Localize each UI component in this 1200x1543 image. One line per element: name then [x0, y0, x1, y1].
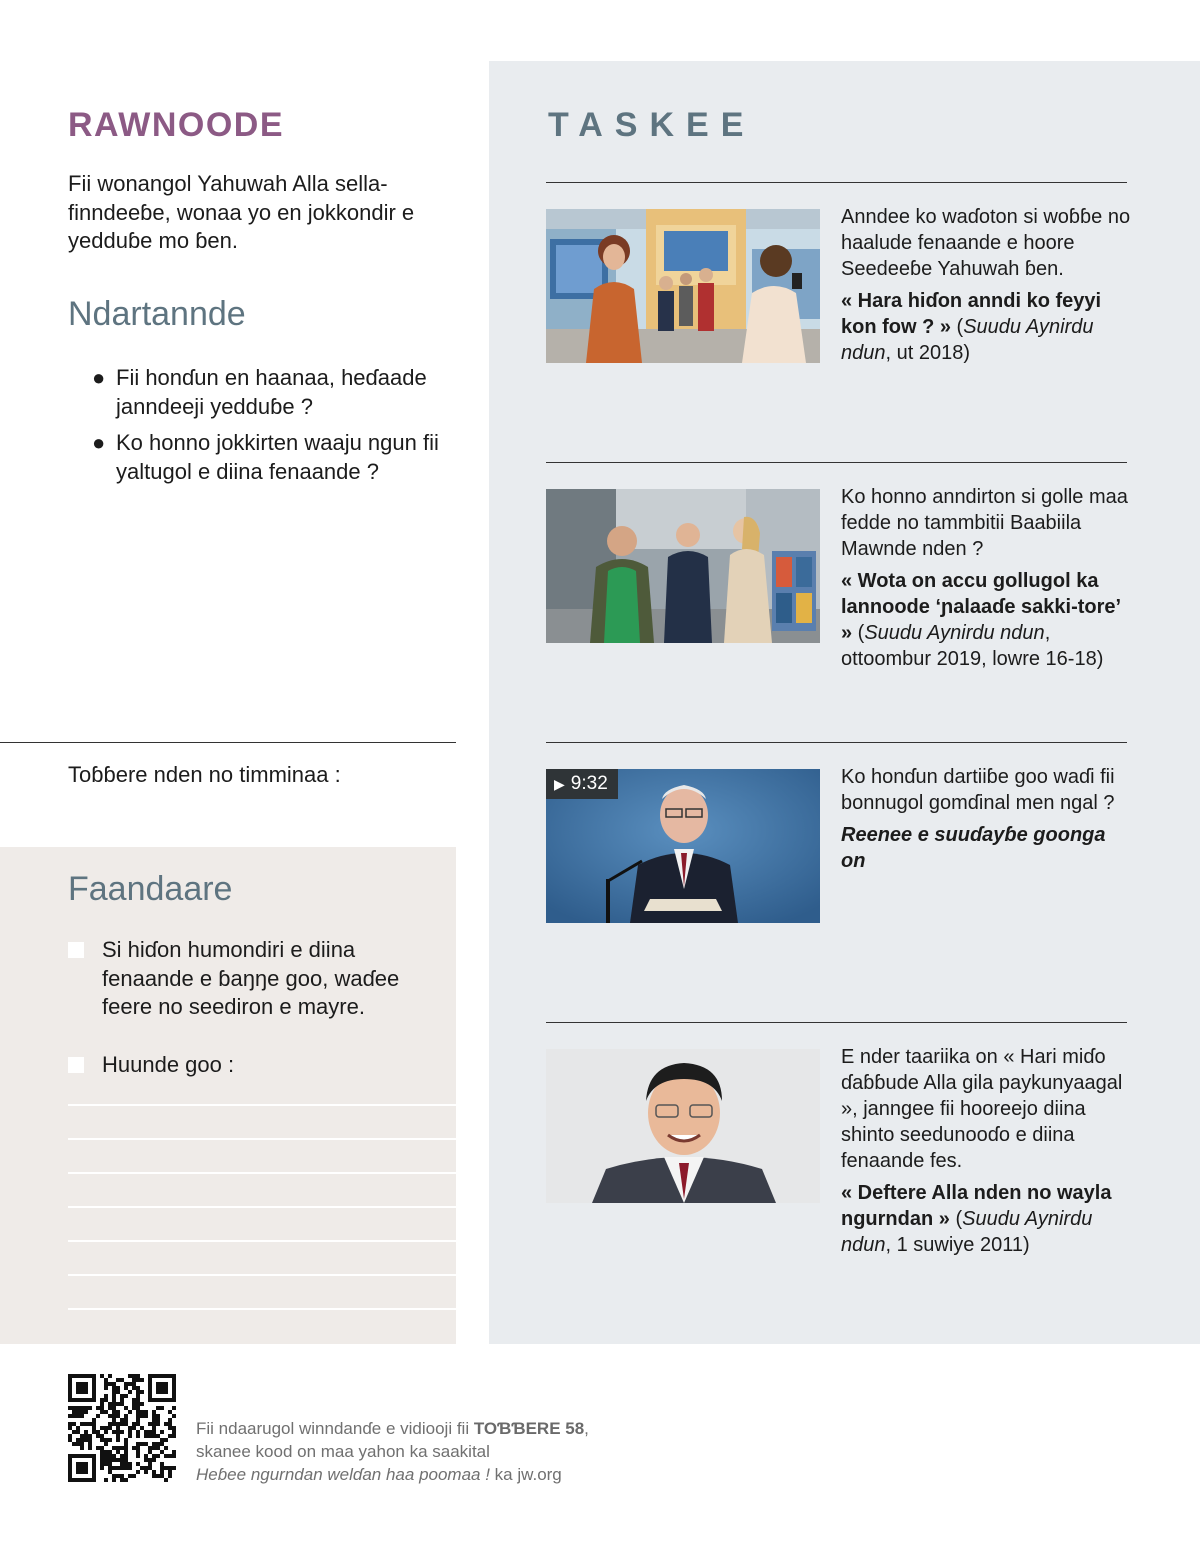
question-item	[92, 429, 452, 486]
article-title-link[interactable]: « Deftere Alla nden no wayla ngurndan »	[841, 1182, 1112, 1230]
write-line[interactable]	[68, 1240, 456, 1242]
divider	[546, 1022, 1127, 1023]
item-reference	[841, 822, 1131, 874]
portrait-smiling-man[interactable]	[546, 1049, 820, 1203]
item-reference	[841, 288, 1131, 366]
item-description: Ko honno anndirton si golle maa fedde no tammbitii Baabiila Mawnde nden ?	[841, 486, 1128, 560]
goal-checkbox[interactable]	[68, 1057, 84, 1073]
issue-date: , 1 suwiye 2011)	[885, 1234, 1030, 1256]
divider	[0, 742, 456, 743]
video-duration-badge	[546, 769, 618, 799]
write-line[interactable]	[68, 1274, 456, 1276]
video-speaker-at-podium[interactable]	[546, 769, 820, 923]
footer-line-3	[196, 1463, 589, 1486]
article-title-link[interactable]: « Hara hiɗon anndi ko feyyi kon fow ? »	[841, 290, 1102, 338]
intro-text: Fii wonangol Yahuwah Alla sella-finndeeɓe, wonaa yo en jokkondir e yedduɓe mo ɓen.	[68, 171, 415, 253]
divider	[546, 182, 1127, 183]
footer-site-link[interactable]: ka jw.org	[489, 1465, 562, 1484]
video-title-link[interactable]: Reenee e suuɗayɓe goonga on	[841, 824, 1106, 872]
goal-text: Si hiɗon humondiri e diina fenaande e ɓaŋŋe goo, waɗee feere no seediron e mayre.	[102, 937, 400, 1019]
write-line[interactable]	[68, 1172, 456, 1174]
ref-open: (	[852, 622, 865, 644]
write-line[interactable]	[68, 1138, 456, 1140]
question-text: Fii honɗun en haanaa, heɗaade janndeeji yedduɓe ?	[116, 365, 427, 419]
item-text	[841, 764, 1131, 874]
item-text	[841, 484, 1131, 672]
question-list	[92, 364, 452, 494]
rawnoode-heading: RAWNOODE	[68, 106, 284, 144]
item-text	[841, 1044, 1131, 1258]
item-description: E nder taariika on « Hari miɗo ɗaɓɓude Alla gila paykunyaagal », janngee fii hooreejo diina shinto seedunooɗo e diina fenaande fes.	[841, 1046, 1123, 1172]
bullet-icon: ●	[92, 365, 106, 390]
footer-line-1-text: Fii ndaarugol winndanɗe e vidiooji fii	[196, 1419, 474, 1438]
item-reference	[841, 568, 1131, 672]
divider	[546, 462, 1127, 463]
item-reference	[841, 1180, 1131, 1258]
goal-checkbox[interactable]	[68, 942, 84, 958]
play-icon: ▶	[554, 776, 565, 792]
publication-name: Suudu Aynirdu ndun	[841, 1208, 1093, 1256]
item-description: Ko honɗun dartiiɓe goo waɗi fii bonnugol gomɗinal men ngal ?	[841, 766, 1115, 814]
goal-item	[68, 1051, 428, 1080]
issue-date: , ut 2018)	[885, 342, 971, 364]
publication-name: Suudu Aynirdu ndun	[864, 622, 1045, 644]
item-text	[841, 204, 1131, 366]
photo-cart-witnessing[interactable]	[546, 489, 820, 643]
song-number: TOƁƁERE 58	[473, 1419, 585, 1438]
ndartannde-heading: Ndartannde	[68, 295, 246, 333]
songs-label: Toɓɓere nden no timminaa :	[68, 762, 341, 787]
issue-date: , ottoombur 2019, lowre 16-18)	[841, 622, 1104, 670]
footer-line-1-end: ,	[584, 1419, 589, 1438]
write-line[interactable]	[68, 1104, 456, 1106]
footer-line-2: skanee kood on maa yahon ka saakital	[196, 1442, 490, 1461]
footer-line-1	[196, 1417, 589, 1440]
qr-code[interactable]	[68, 1374, 176, 1482]
taskee-heading: TASKEE	[548, 106, 756, 144]
video-duration: 9:32	[570, 773, 608, 794]
ref-open: (	[949, 1208, 963, 1230]
illustration-people-with-phones[interactable]	[546, 209, 820, 363]
faandaare-box	[0, 847, 456, 1344]
article-title-link[interactable]: « Wota on accu gollugol ka lannoode ‘ɲalaaɗe sakki-tore’ »	[841, 570, 1120, 644]
goal-item	[68, 936, 428, 1022]
write-line[interactable]	[68, 1206, 456, 1208]
footer-slogan: Heɓee ngurndan welɗan haa poomaa !	[196, 1465, 490, 1484]
footer-text	[196, 1417, 589, 1486]
goal-text: Huunde goo :	[102, 1052, 235, 1077]
faandaare-heading: Faandaare	[68, 870, 233, 908]
publication-name: Suudu Aynirdu ndun	[841, 316, 1094, 364]
question-item	[92, 364, 452, 421]
write-line[interactable]	[68, 1308, 456, 1310]
ref-open: (	[951, 316, 964, 338]
item-description: Anndee ko waɗoton si woɓɓe no haalude fenaande e hoore Seedeeɓe Yahuwah ɓen.	[841, 206, 1131, 280]
question-text: Ko honno jokkirten waaju ngun fii yaltugol e diina fenaande ?	[116, 430, 439, 484]
divider	[546, 742, 1127, 743]
bullet-icon: ●	[92, 430, 106, 455]
